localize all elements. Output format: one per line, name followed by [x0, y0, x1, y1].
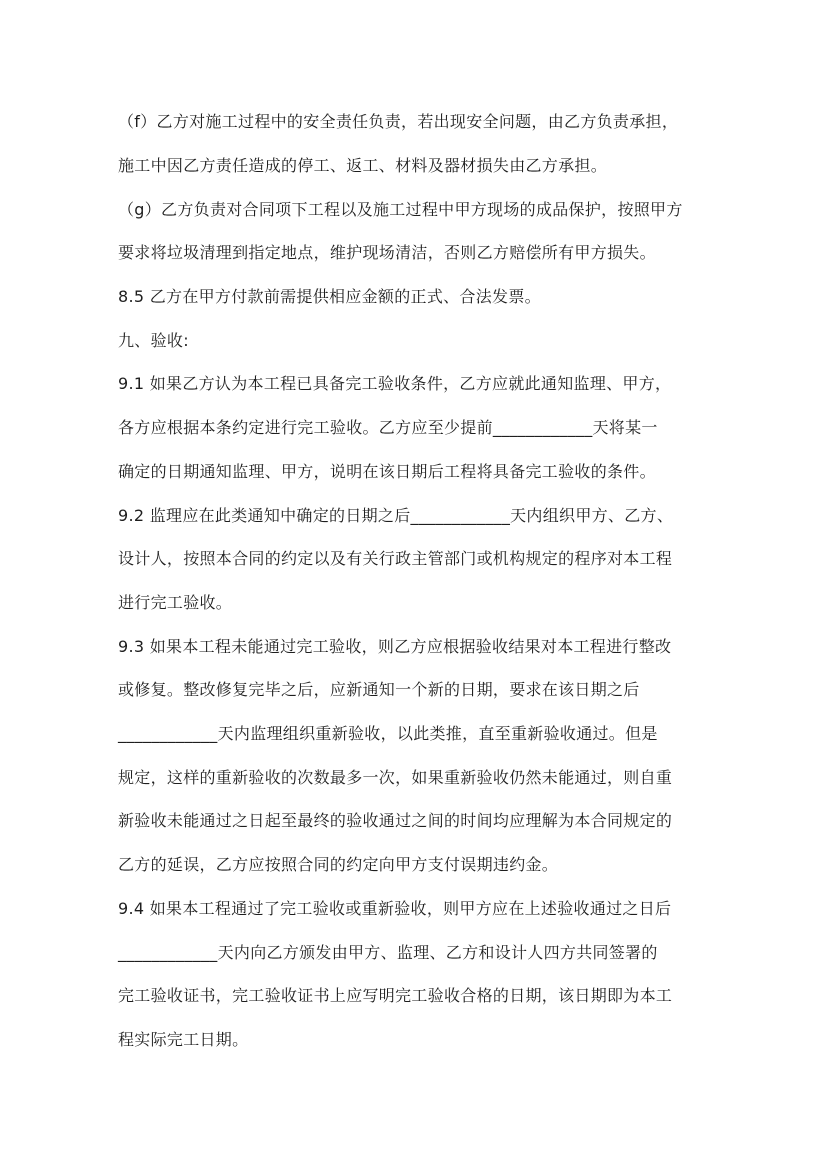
text-line: 要求将垃圾清理到指定地点，维护现场清洁，否则乙方赔偿所有甲方损失。 — [118, 243, 656, 262]
text-line: 9.2 监理应在此类通知中确定的日期之后____________天内组织甲方、乙方、 — [118, 506, 674, 525]
text-line: 9.1 如果乙方认为本工程已具备完工验收条件，乙方应就此通知监理、甲方， — [118, 374, 672, 393]
text-line: 完工验收证书，完工验收证书上应写明完工验收合格的日期，该日期即为本工 — [118, 986, 673, 1005]
text-line: 规定，这样的重新验收的次数最多一次，如果重新验收仍然未能通过，则自重 — [118, 768, 673, 787]
text-line: 乙方的延误，乙方应按照合同的约定向甲方支付误期违约金。 — [118, 855, 559, 874]
section-heading: 九、验收: — [118, 331, 189, 350]
text-line: 确定的日期通知监理、甲方，说明在该日期后工程将具备完工验收的条件。 — [118, 462, 656, 481]
text-line: 进行完工验收。 — [118, 593, 233, 612]
text-line: 或修复。整改修复完毕之后，应新通知一个新的日期，要求在该日期之后 — [118, 680, 640, 699]
text-line: （f）乙方对施工过程中的安全责任负责，若出现安全问题，由乙方负责承担， — [118, 112, 679, 131]
text-line: ____________天内向乙方颁发由甲方、监理、乙方和设计人四方共同签署的 — [118, 943, 658, 962]
text-line: 设计人，按照本合同的约定以及有关行政主管部门或机构规定的程序对本工程 — [118, 549, 673, 568]
text-line: 9.4 如果本工程通过了完工验收或重新验收，则甲方应在上述验收通过之日后 — [118, 899, 672, 918]
text-line: 各方应根据本条约定进行完工验收。乙方应至少提前____________天将某一 — [118, 418, 658, 437]
text-line: 程实际完工日期。 — [118, 1030, 249, 1049]
text-line: 9.3 如果本工程未能通过完工验收，则乙方应根据验收结果对本工程进行整改 — [118, 637, 672, 656]
text-line: 8.5 乙方在甲方付款前需提供相应金额的正式、合法发票。 — [118, 287, 541, 306]
text-line: ____________天内监理组织重新验收，以此类推，直至重新验收通过。但是 — [118, 724, 658, 743]
text-line: 新验收未能通过之日起至最终的验收通过之间的时间均应理解为本合同规定的 — [118, 811, 673, 830]
text-line: （g）乙方负责对合同项下工程以及施工过程中甲方现场的成品保护，按照甲方 — [118, 200, 683, 219]
text-line: 施工中因乙方责任造成的停工、返工、材料及器材损失由乙方承担。 — [118, 156, 608, 175]
